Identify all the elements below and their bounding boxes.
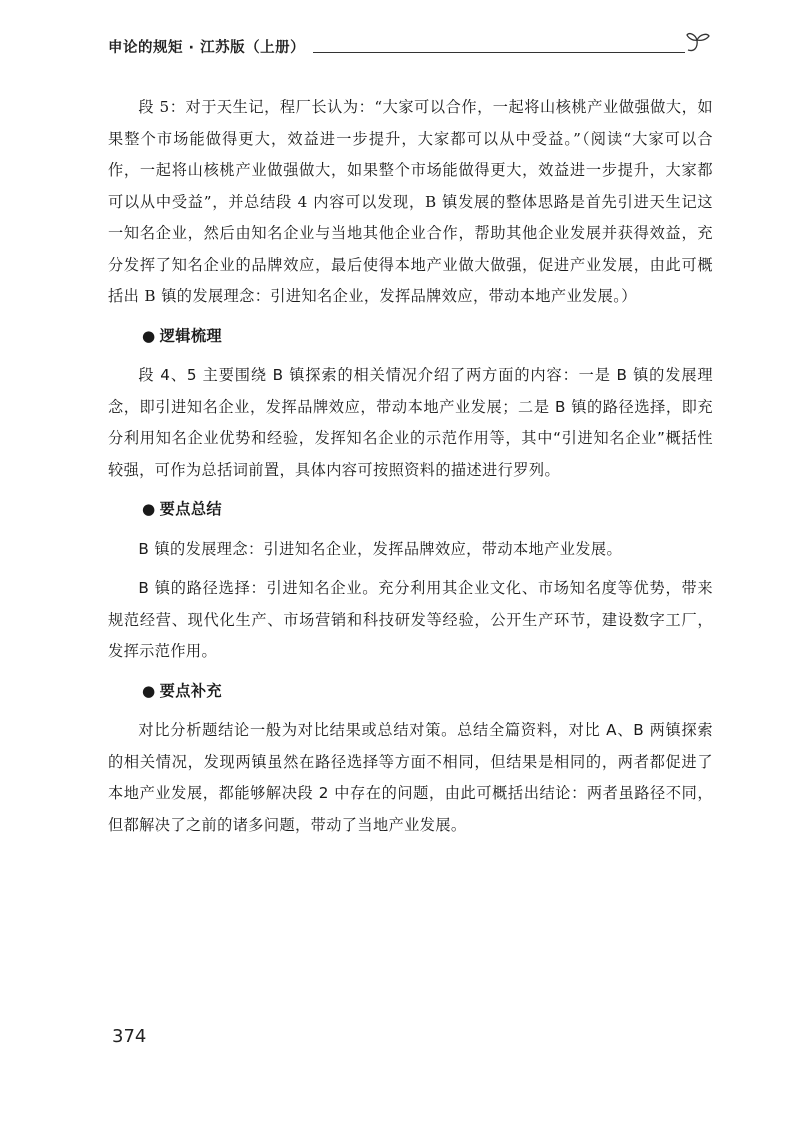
page-number: 374: [112, 1026, 147, 1047]
running-header: [108, 28, 713, 60]
sprout-icon: [684, 28, 714, 58]
bullet-icon: ●: [142, 681, 156, 700]
bullet-icon: ●: [142, 326, 156, 345]
paragraph-path-choice: B 镇的路径选择：引进知名企业。充分利用其企业文化、市场知名度等优势，带来规范经营、现代化生产、市场营销和科技研发等经验，公开生产环节，建设数字工厂，发挥示范作用。: [108, 579, 713, 660]
page-body: [108, 92, 713, 849]
heading-logic-review: [108, 321, 713, 353]
paragraph-section5-analysis: 段 5：对于天生记，程厂长认为：“大家可以合作，一起将山核桃产业做强做大，如果整个市场能做得更大，效益进一步提升，大家都可以从中受益。”（阅读“大家可以合作，一起将山核桃产业做强做大，如果整个市场能做得更大，效益进一步提升，大家都可以从中受益”，并总结段 4 内容可以发现，B 镇发展的整体思路是首先引进天生记这一知名企业，然后由知名企业与当地其他企业合作，帮助其他企业发展并获得效益，充分发挥了知名企业的品牌效应，最后使得本地产业做大做强，促进产业发展，由此可概括出 B 镇的发展理念：引进知名企业，发挥品牌效应，带动本地产业发展。）: [108, 98, 713, 305]
heading-key-points-supplement: [108, 676, 713, 708]
header-title: 申论的规矩 · 江苏版（上册）: [108, 40, 306, 56]
heading-text: 要点补充: [159, 681, 223, 700]
bullet-icon: ●: [142, 500, 156, 518]
heading-text: 逻辑梳理: [159, 326, 223, 345]
paragraph-logic-review: 段 4、5 主要围绕 B 镇探索的相关情况介绍了两方面的内容：一是 B 镇的发展理念，即引进知名企业，发挥品牌效应，带动本地产业发展；二是 B 镇的路径选择，即充分利用知名企业优势和经验，发挥知名企业的示范作用等，其中“引进知名企业”概括性较强，可作为总括词前置，具体内容可按照资料的描述进行罗列。: [108, 366, 713, 479]
heading-key-points-summary: [108, 494, 713, 526]
heading-text: 要点总结: [159, 500, 223, 518]
header-rule: [313, 52, 685, 53]
paragraph-conclusion: 对比分析题结论一般为对比结果或总结对策。总结全篇资料，对比 A、B 两镇探索的相关情况，发现两镇虽然在路径选择等方面不相同，但结果是相同的，两者都促进了本地产业发展，都能够解决段 2 中存在的问题，由此可概括出结论：两者虽路径不同，但都解决了之前的诸多问题，带动了当地产业发展。: [108, 721, 713, 834]
paragraph-development-concept: B 镇的发展理念：引进知名企业，发挥品牌效应，带动本地产业发展。: [138, 539, 623, 558]
